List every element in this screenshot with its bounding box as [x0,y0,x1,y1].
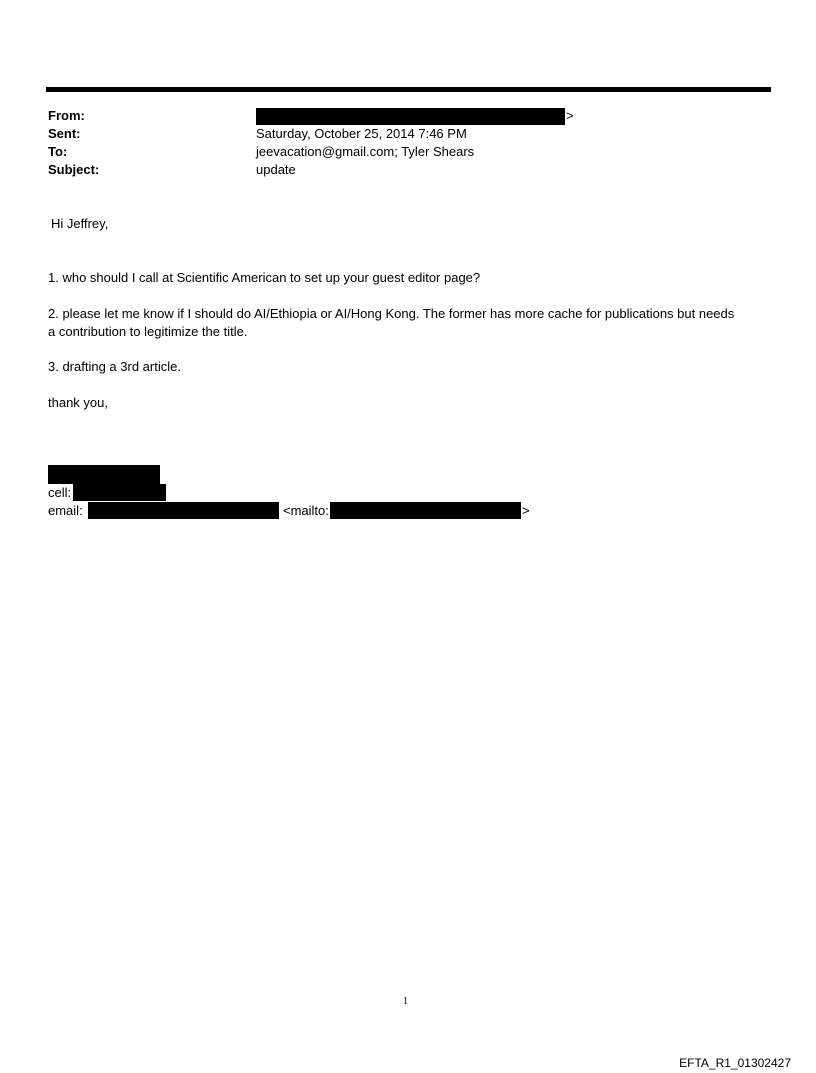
sent-label: Sent: [48,126,81,141]
body-item-3: 3. drafting a 3rd article. [48,359,181,374]
to-value: jeevacation@gmail.com; Tyler Shears [256,144,475,159]
sent-value: Saturday, October 25, 2014 7:46 PM [256,126,467,141]
subject-value: update [256,162,296,177]
redacted-email-address [88,502,279,519]
to-label: To: [48,144,68,159]
redacted-signature-name [48,465,160,484]
document-id: EFTA_R1_01302427 [679,1056,791,1070]
greeting: Hi Jeffrey, [51,216,109,231]
email-label: email: [48,503,83,518]
mailto-tail: > [522,503,530,518]
redacted-cell-number [73,484,166,501]
from-tail: > [566,108,574,123]
closing: thank you, [48,395,108,410]
mailto-text: <mailto: [283,503,329,518]
body-item-2-line-1: 2. please let me know if I should do AI/Ethiopia or AI/Hong Kong. The former has more cache for publications but needs [48,306,735,321]
from-label: From: [48,108,85,123]
subject-label: Subject: [48,162,100,177]
body-item-1: 1. who should I call at Scientific American to set up your guest editor page? [48,270,481,285]
redacted-mailto-address [330,502,521,519]
redacted-sender [256,108,565,125]
header-rule [46,87,771,92]
body-item-2-line-2: a contribution to legitimize the title. [48,324,248,339]
cell-label: cell: [48,485,72,500]
page-number: 1 [403,996,408,1007]
